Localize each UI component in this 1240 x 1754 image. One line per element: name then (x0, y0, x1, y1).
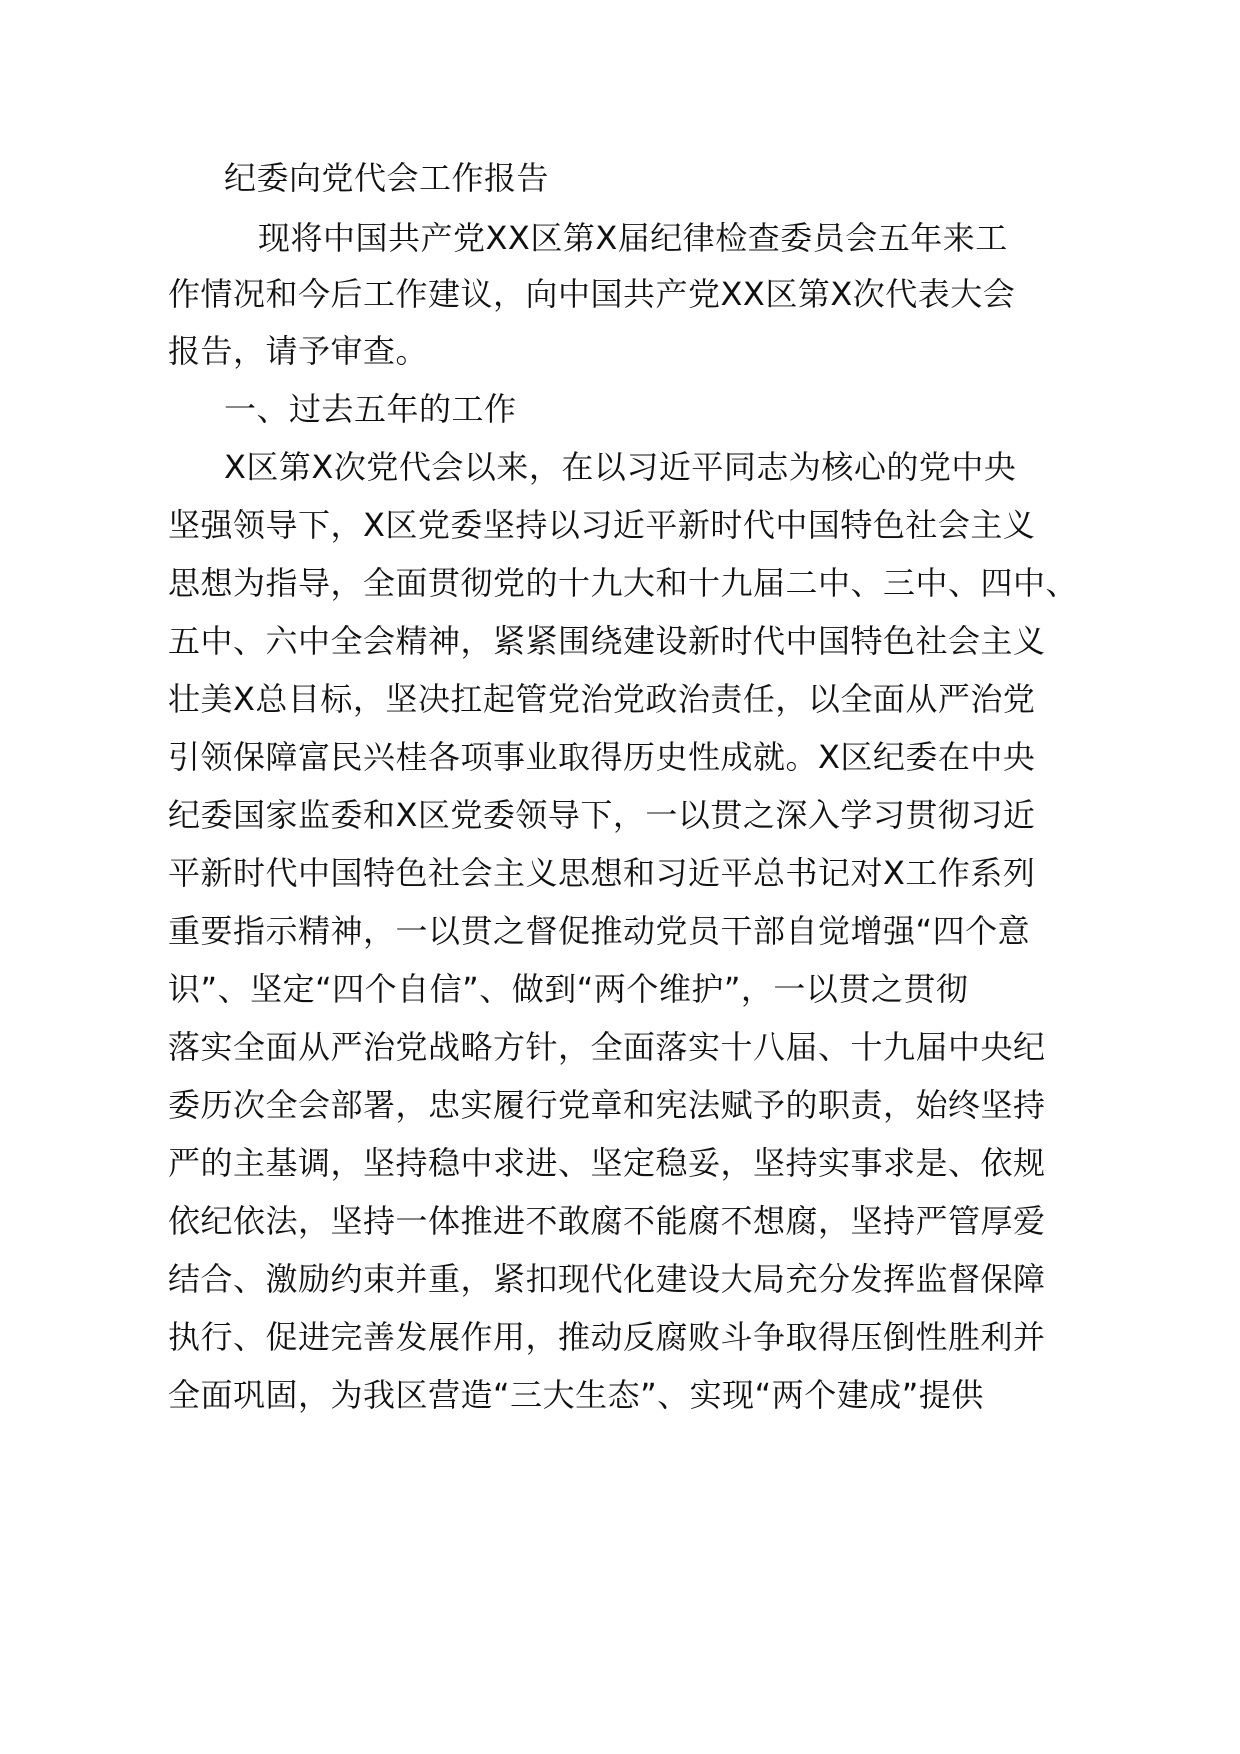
section-heading: 一、过去五年的工作 (224, 390, 517, 428)
text-line: 壮美X总目标，坚决扛起管党治党政治责任，以全面从严治党 (168, 680, 1036, 718)
text-line: 严的主基调，坚持稳中求进、坚定稳妥，坚持实事求是、依规 (168, 1144, 1046, 1182)
text-line: 坚强领导下，X区党委坚持以习近平新时代中国特色社会主义 (168, 506, 1036, 544)
text-line: 报告，请予审查。 (168, 332, 429, 370)
text-line: 作情况和今后工作建议，向中国共产党XX区第X次代表大会 (168, 275, 1016, 313)
text-line: 重要指示精神，一以贯之督促推动党员干部自觉增强“四个意 (168, 912, 1031, 950)
text-line: 结合、激励约束并重，紧扣现代化建设大局充分发挥监督保障 (168, 1260, 1046, 1298)
text-line: 委历次全会部署，忠实履行党章和宪法赋予的职责，始终坚持 (168, 1086, 1046, 1124)
text-line: 平新时代中国特色社会主义思想和习近平总书记对X工作系列 (168, 854, 1036, 892)
text-line: 识”、坚定“四个自信”、做到“两个维护”，一以贯之贯彻 (168, 970, 969, 1008)
text-line: 执行、促进完善发展作用，推动反腐败斗争取得压倒性胜利并 (168, 1318, 1046, 1356)
text-line: X区第X次党代会以来，在以习近平同志为核心的党中央 (224, 448, 1017, 486)
text-line: 落实全面从严治党战略方针，全面落实十八届、十九届中央纪 (168, 1028, 1046, 1066)
text-line: 思想为指导，全面贯彻党的十九大和十九届二中、三中、四中、 (168, 564, 1079, 602)
text-line: 纪委国家监委和X区党委领导下，一以贯之深入学习贯彻习近 (168, 796, 1036, 834)
text-line: 全面巩固，为我区营造“三大生态”、实现“两个建成”提供 (168, 1376, 984, 1414)
text-line: 现将中国共产党XX区第X届纪律检查委员会五年来工 (258, 219, 1008, 257)
text-line: 引领保障富民兴桂各项事业取得历史性成就。X区纪委在中央 (168, 738, 1036, 776)
document-title: 纪委向党代会工作报告 (224, 159, 550, 197)
text-line: 五中、六中全会精神，紧紧围绕建设新时代中国特色社会主义 (168, 622, 1046, 660)
text-line: 依纪依法，坚持一体推进不敢腐不能腐不想腐，坚持严管厚爱 (168, 1202, 1046, 1240)
